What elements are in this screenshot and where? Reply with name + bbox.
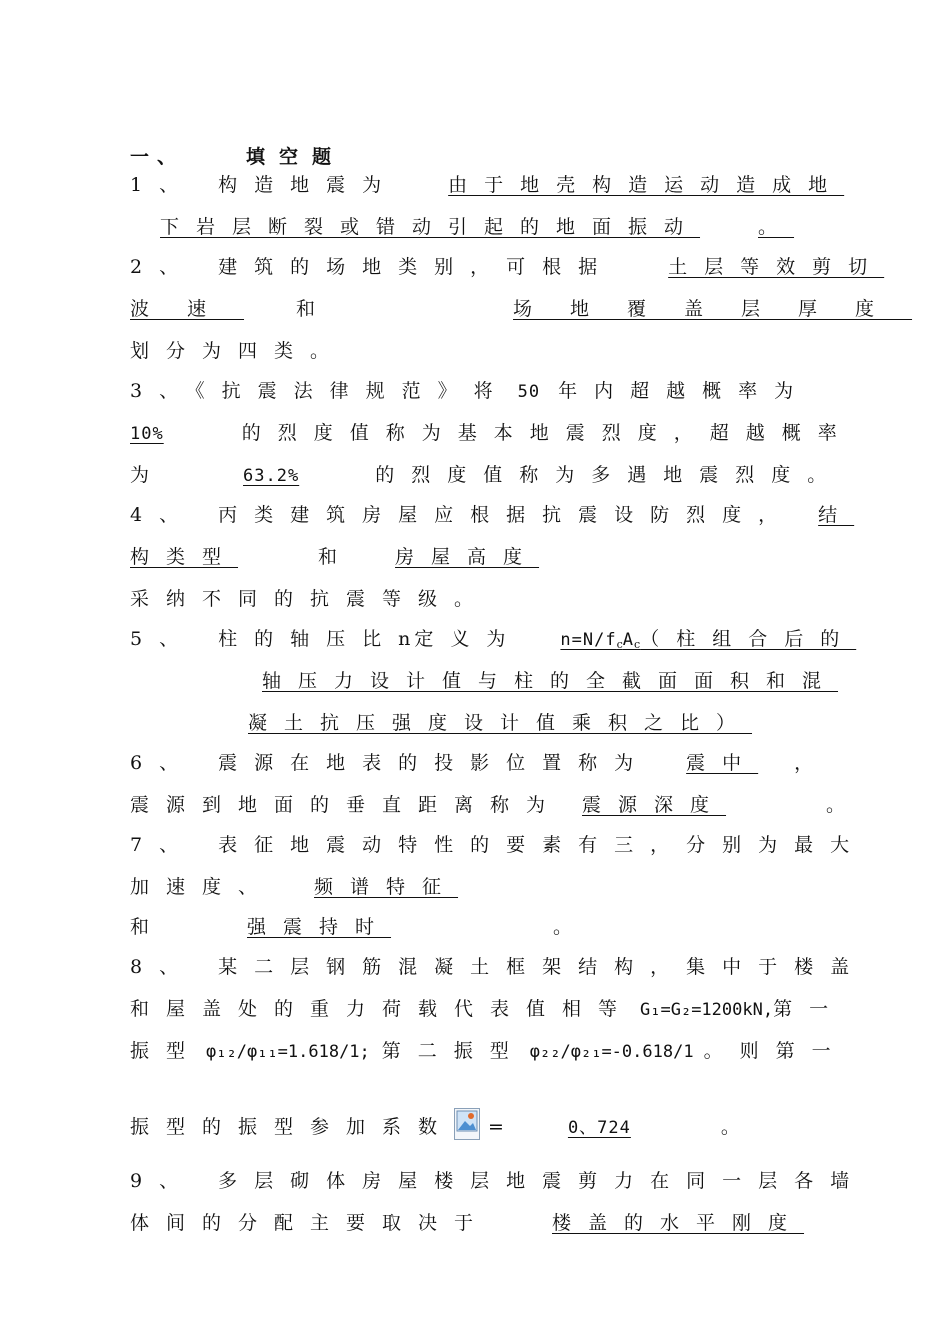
q7-answer-a: 频谱特征: [314, 876, 459, 898]
q6-answer-a: 震中: [686, 752, 759, 774]
q1-answer-cont: 下岩层断裂或错动引起的地面振动 。: [160, 216, 795, 238]
broken-image-icon: [454, 1108, 480, 1140]
q3-answer-a: 10%: [130, 424, 164, 444]
q1-answer: 由于地壳构造运动造成地: [448, 174, 845, 196]
q2-answer-a-cont: 波速: [130, 298, 245, 320]
q6-line-1: 6、 震源在地表的投影位置称为 震中 ，: [130, 752, 831, 774]
q2-line-3: 划分为四类。: [130, 340, 347, 362]
q4-line-3: 采纳不同的抗震等级。: [130, 588, 491, 610]
q8-answer: 0、724: [567, 1118, 631, 1138]
q8-line-1: 8、 某二层钢筋混凝土框架结构，集中于楼盖: [130, 956, 867, 978]
q7-line-3: 和 强震持时 。: [130, 916, 573, 938]
q4-line-1: 4、 丙类建筑房屋应根据抗震设防烈度， 结: [130, 504, 855, 526]
q3-line-2: 10% 的烈度值称为基本地震烈度，超越概率: [130, 422, 854, 444]
q5-line-2: [130, 668, 893, 696]
q5-answer-cont: 轴压力设计值与柱的全截面面积和混: [262, 670, 839, 692]
q4-answer-b: 房屋高度: [395, 546, 540, 568]
q9-line-2: 体间的分配主要取决于 楼盖的水平刚度: [130, 1212, 805, 1234]
q1-line-1: 1、 构造地震为 由于地壳构造运动造成地: [130, 174, 845, 196]
q5-line-1: 5、 柱的轴压比n 定义为 $n=N/f_cA_c$（柱组合后的: [130, 628, 857, 651]
q6-answer-b: 震源深度: [582, 794, 727, 816]
q3-answer-b: 63.2%: [243, 466, 300, 486]
section-title: 填空题: [246, 146, 346, 168]
q8-line-2: 和屋盖处的重力荷载代表值相等 G₁=G₂=1200kN,第一: [130, 998, 846, 1020]
q8-line-4: 振型的振型参加系数 = 0、724 。: [130, 1108, 893, 1142]
q4-answer-a: 结: [818, 504, 855, 526]
q4-answer-a-cont: 构类型: [130, 546, 239, 568]
q2-answer-a: 土层等效剪切: [668, 256, 885, 278]
q5-line-3: [130, 710, 893, 738]
section-heading: [130, 142, 345, 169]
q8-line-3: 振型 φ₁₂/φ₁₁=1.618/1; 第二振型 φ₂₂/φ₂₁=-0.618/1 。则第一: [130, 1040, 848, 1062]
q4-line-2: 构类型 和 房屋高度: [130, 544, 893, 572]
q3-line-1: 3、《抗震法律规范》将 50 年内超越概率为: [130, 380, 811, 402]
q9-answer: 楼盖的水平刚度: [552, 1212, 805, 1234]
q2-line-1: 2、 建筑的场地类别，可根据 土层等效剪切: [130, 256, 885, 278]
q5-answer-end: 凝土抗压强度设计值乘积之比）: [248, 712, 753, 734]
q9-line-1: 9、 多层砌体房屋楼层地震剪力在同一层各墙: [130, 1170, 867, 1192]
q2-line-2: 波速 和 场地覆盖层厚度: [130, 298, 913, 320]
q1-line-2: [130, 214, 893, 242]
q7-line-2: 加速度、 频谱特征: [130, 874, 893, 902]
q5-answer: $n=N/f_cA_c$（柱组合后的: [560, 628, 857, 651]
q7-line-1: 7、 表征地震动特性的要素有三，分别为最大: [130, 834, 867, 856]
section-number: 一、: [130, 146, 185, 168]
q6-line-2: 震源到地面的垂直距离称为 震源深度 。: [130, 794, 863, 816]
q2-answer-b: 场地覆盖层厚度: [513, 298, 913, 320]
q3-line-3: 为 63.2% 的烈度值称为多遇地震烈度。: [130, 464, 844, 486]
q7-answer-b: 强震持时: [247, 916, 392, 938]
